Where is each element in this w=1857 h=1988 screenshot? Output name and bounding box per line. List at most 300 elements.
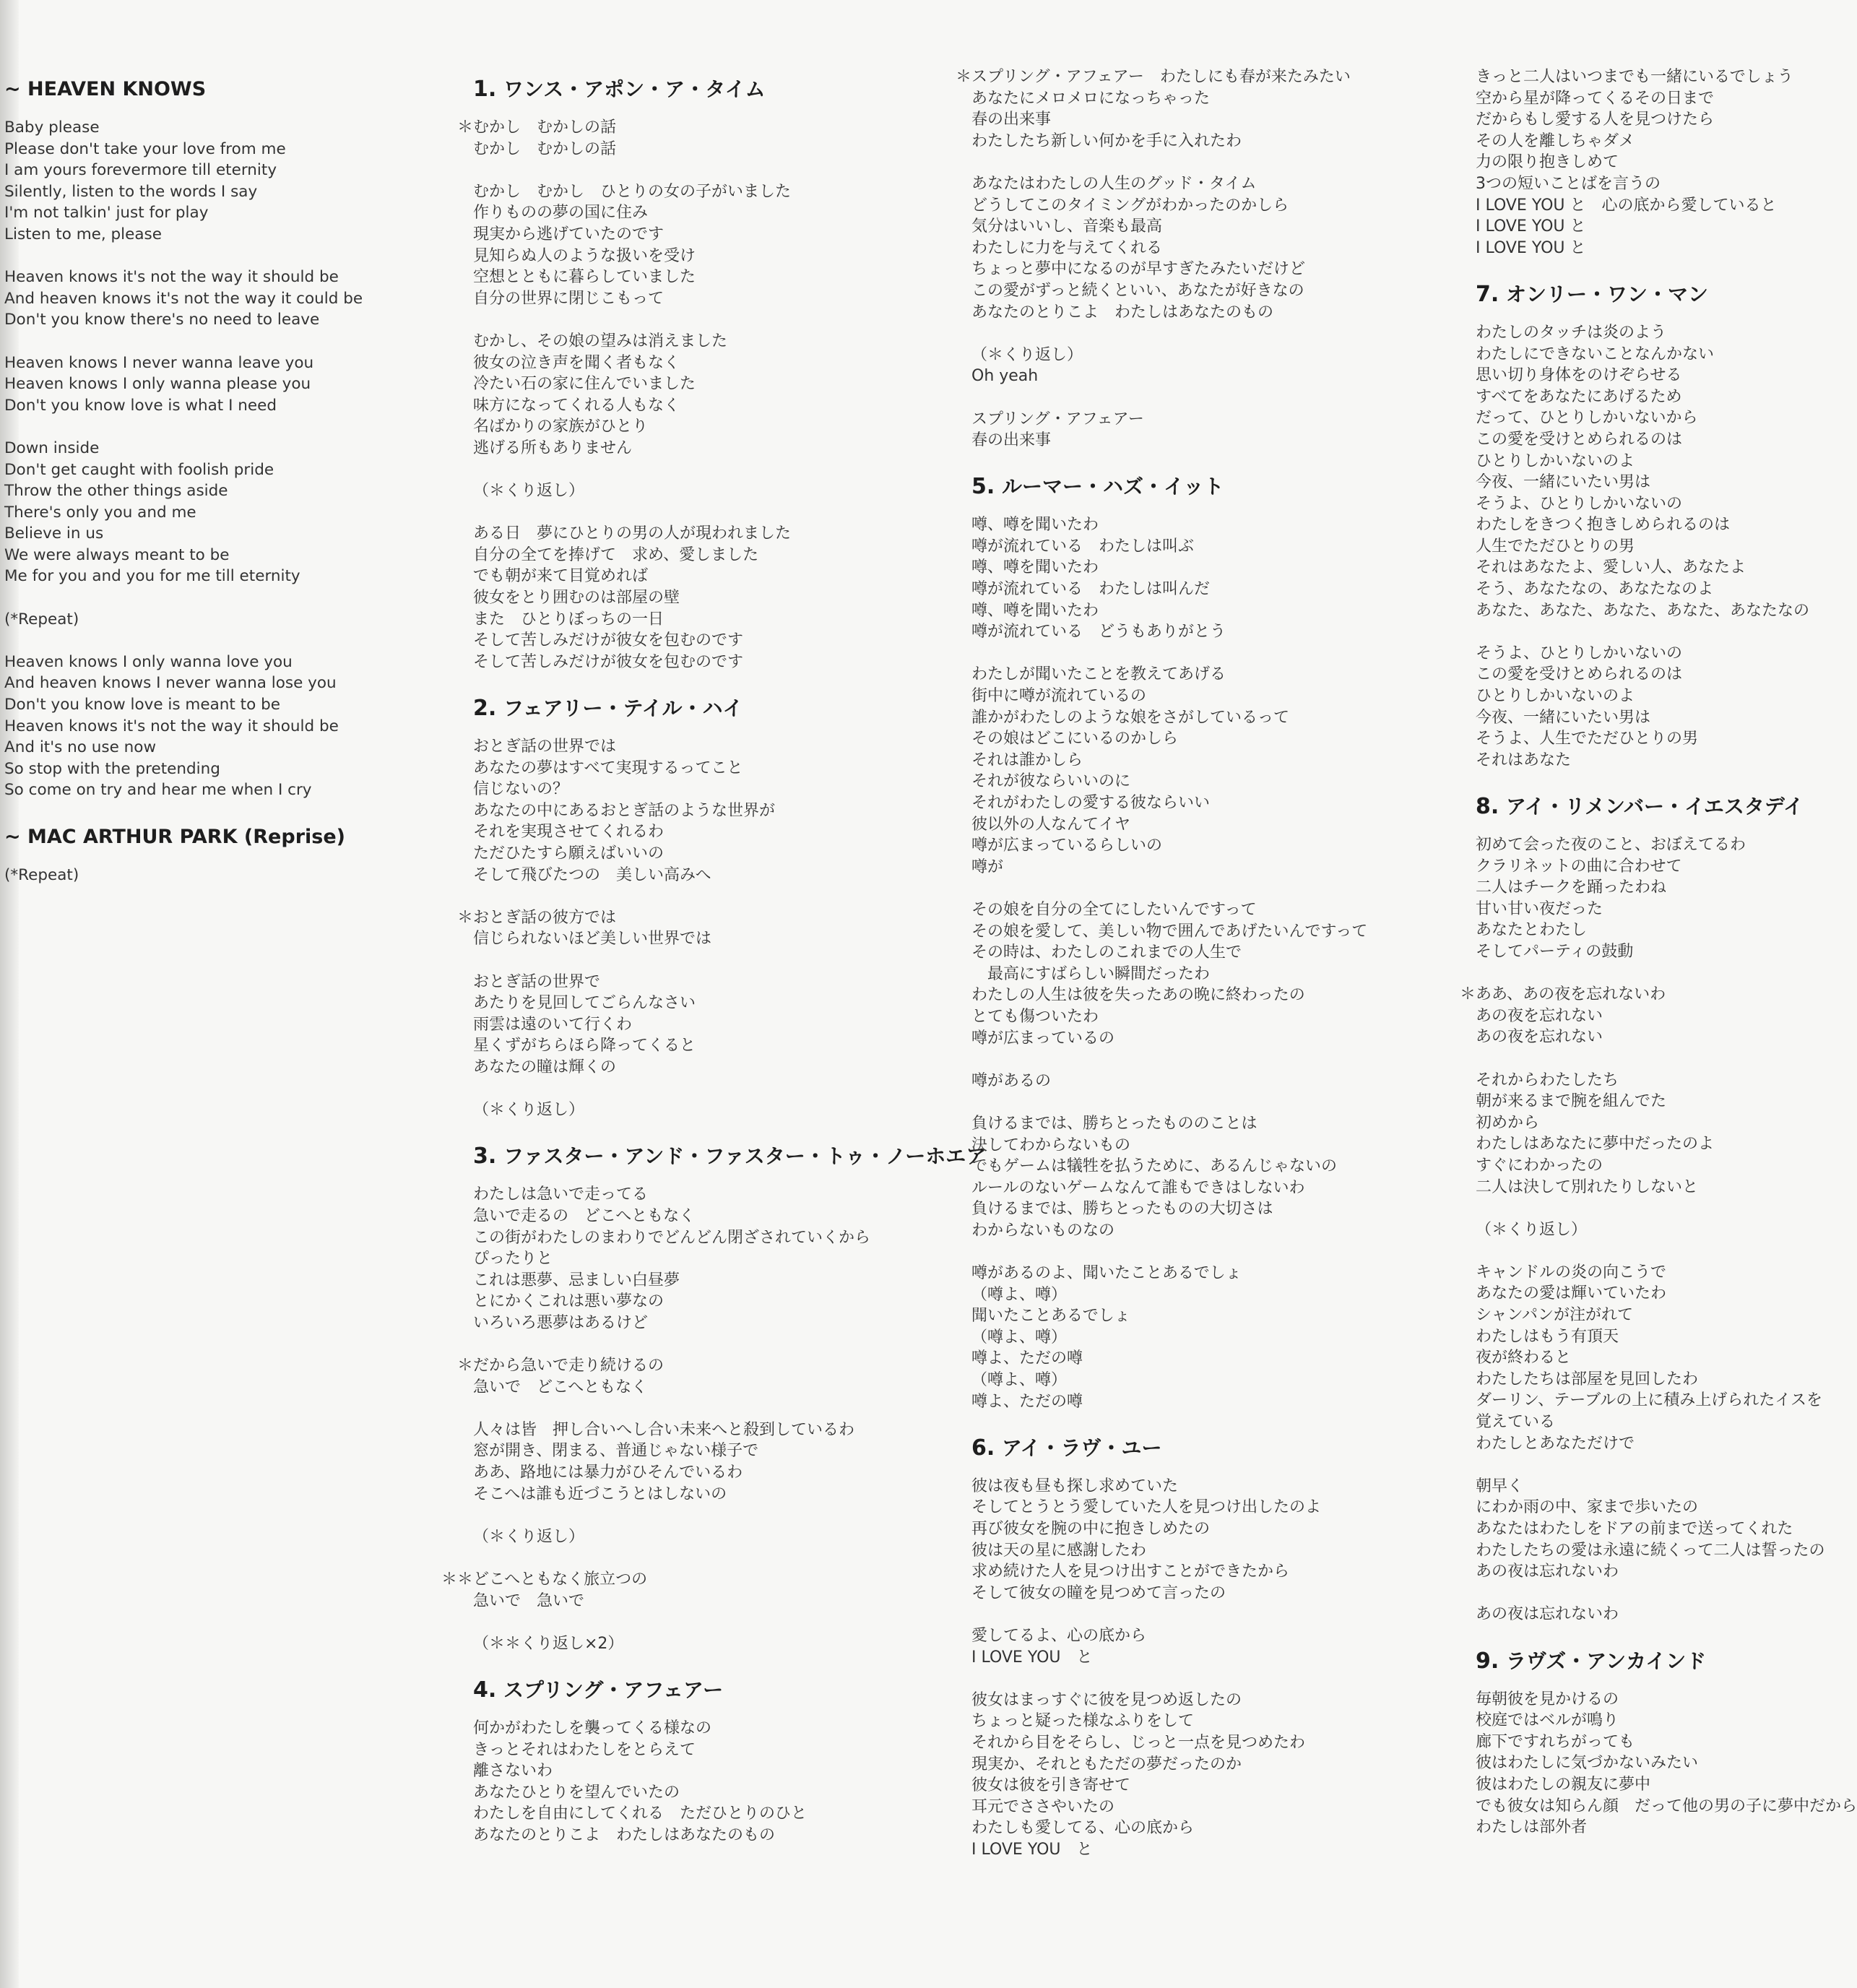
lyrics-stanza bbox=[1476, 1070, 1840, 1198]
lyric-line: （＊くり返し） bbox=[971, 345, 1083, 364]
lyric-line: 噂が bbox=[971, 857, 1004, 876]
lyric-line: 自分の世界に閉じこもって bbox=[473, 289, 665, 308]
lyric-line: でも朝が来て目覚めれば bbox=[473, 567, 649, 586]
lyric-line: Down inside bbox=[4, 438, 100, 457]
lyrics-stanza bbox=[4, 652, 438, 801]
lyric-line: I'm not talkin' just for play bbox=[4, 204, 209, 222]
lyric-line: (*Repeat) bbox=[4, 610, 79, 628]
lyric-line: それがわたしの愛する彼ならいい bbox=[971, 794, 1211, 812]
lyric-line: これは悪夢、忌ましい白昼夢 bbox=[473, 1271, 680, 1289]
song-title bbox=[1476, 1647, 1840, 1676]
lyric-line: Heaven knows it's not the way it should be bbox=[4, 717, 339, 735]
lyric-line: 決してわからないもの bbox=[971, 1136, 1131, 1154]
lyric-line: そして飛びたつの 美しい高みへ bbox=[473, 865, 711, 884]
lyric-line: 耳元でささやいたの bbox=[971, 1797, 1115, 1816]
lyric-line: ＊ だから急いで走り続けるの bbox=[473, 1355, 964, 1377]
lyrics-stanza bbox=[4, 117, 438, 246]
lyrics-stanza bbox=[473, 1419, 964, 1505]
lyric-line: そう、あなたなの、あなたなのよ bbox=[1476, 580, 1714, 599]
lyric-line: 急いで 急いで bbox=[473, 1591, 585, 1610]
lyric-line: その人を離しちゃダメ bbox=[1476, 131, 1635, 150]
lyric-line: I LOVE YOU と bbox=[1476, 217, 1586, 236]
lyric-line: とても傷ついたわ bbox=[971, 1007, 1099, 1026]
lyric-line: そうよ、人生でただひとりの男 bbox=[1476, 730, 1699, 748]
lyric-line: Listen to me, please bbox=[4, 225, 162, 243]
lyrics-stanza bbox=[1476, 1689, 1857, 1838]
lyric-line: 毎朝彼を見かけるの bbox=[1476, 1690, 1619, 1708]
lyrics-stanza bbox=[971, 1476, 1463, 1604]
song-title bbox=[971, 472, 1463, 501]
lyric-line: 冷たい石の家に住んでいました bbox=[473, 375, 696, 394]
lyric-line: きっと二人はいつまでも一緒にいるでしょう bbox=[1476, 68, 1793, 86]
lyric-line: 二人は決して別れたりしないと bbox=[1476, 1177, 1699, 1196]
track-title: フェアリー・テイル・ハイ bbox=[503, 696, 743, 721]
lyric-line: （＊＊くり返し×2） bbox=[473, 1634, 624, 1653]
lyric-line: あなたの瞳は輝くの bbox=[473, 1058, 617, 1076]
lyrics-stanza bbox=[473, 181, 964, 310]
lyric-line: Don't you know love is meant to be bbox=[4, 696, 280, 714]
lyrics-stanza bbox=[1476, 322, 1840, 621]
lyric-line: （＊くり返し） bbox=[473, 1101, 585, 1120]
lyric-line: And it's no use now bbox=[4, 738, 157, 757]
lyrics-stanza bbox=[956, 66, 1463, 152]
lyrics-stanza bbox=[4, 865, 438, 886]
lyric-line: 彼は天の星に感謝したわ bbox=[971, 1541, 1147, 1560]
lyric-line: この街がわたしのまわりでどんどん閉ざされていくから bbox=[473, 1228, 871, 1247]
lyrics-stanza bbox=[441, 1569, 964, 1612]
lyric-line: Baby please bbox=[4, 118, 100, 137]
lyric-line: 急いで走るの どこへともなく bbox=[473, 1206, 696, 1225]
lyric-line: ああ、路地には暴力がひそんでいるわ bbox=[473, 1464, 743, 1482]
lyric-line: 廊下ですれちがっても bbox=[1476, 1732, 1635, 1751]
lyrics-stanza bbox=[473, 736, 964, 886]
lyric-line: その娘はどこにいるのかしら bbox=[971, 730, 1179, 748]
lyric-line: そしてパーティの鼓動 bbox=[1476, 942, 1634, 961]
track-title: ルーマー・ハズ・イット bbox=[1002, 475, 1224, 499]
lyric-line: すべてをあなたにあげるため bbox=[1476, 387, 1682, 406]
lyric-line: 彼女は彼を引き寄せて bbox=[971, 1776, 1131, 1795]
lyric-line: あなたのとりこよ わたしはあなたのもの bbox=[473, 1825, 776, 1844]
lyric-line: And heaven knows I never wanna lose you bbox=[4, 674, 337, 693]
lyric-line: あたりを見回してごらんなさい bbox=[473, 994, 696, 1013]
song-block bbox=[1460, 792, 1840, 1625]
lyric-line: 甘い甘い夜だった bbox=[1476, 899, 1603, 918]
lyric-line: 噂が流れている どうもありがとう bbox=[971, 623, 1226, 641]
lyric-line: 信じないの？ bbox=[473, 780, 569, 799]
lyric-line: わたしたちは部屋を見回したわ bbox=[1476, 1370, 1699, 1388]
lyric-line: それはあなたよ、愛しい人、あなたよ bbox=[1476, 558, 1746, 577]
lyric-line: Heaven knows I only wanna please you bbox=[4, 375, 311, 394]
lyric-line: 校庭ではベルが鳴り bbox=[1476, 1711, 1619, 1730]
lyric-line: 聞いたことあるでしょ bbox=[971, 1307, 1130, 1326]
song-title bbox=[4, 75, 438, 104]
lyric-line: わたしをきつく抱きしめられるのは bbox=[1476, 516, 1731, 535]
lyric-line: おとぎ話の世界で bbox=[473, 972, 601, 991]
lyric-line: 噂が流れている わたしは叫ぶ bbox=[971, 537, 1195, 556]
lyric-line: 人々は皆 押し合いへし合い未来へと殺到しているわ bbox=[473, 1420, 855, 1439]
repeat-marker: ＊ bbox=[457, 1357, 474, 1375]
lyric-line: Don't get caught with foolish pride bbox=[4, 460, 274, 479]
lyric-line: また ひとりぼっちの一日 bbox=[473, 610, 665, 628]
lyric-line: I LOVE YOU と bbox=[971, 1840, 1093, 1859]
lyrics-stanza bbox=[473, 480, 964, 502]
lyric-line: この愛がずっと続くといい、あなたが好きなの bbox=[971, 281, 1304, 300]
lyric-line: Heaven knows I never wanna leave you bbox=[4, 353, 314, 372]
lyrics-stanza bbox=[971, 409, 1463, 451]
lyric-line: どうしてこのタイミングがわかったのかしら bbox=[971, 196, 1289, 215]
lyric-line: 空想とともに暮らしていました bbox=[473, 268, 696, 287]
lyric-line: （＊くり返し） bbox=[473, 1527, 585, 1546]
lyric-line: 噂よ、ただの噂 bbox=[971, 1349, 1083, 1368]
lyric-line: あの夜を忘れない bbox=[1476, 1028, 1603, 1047]
lyrics-stanza bbox=[473, 331, 964, 459]
repeat-marker: ＊ bbox=[1460, 985, 1476, 1004]
lyric-line: あなたの夢はすべて実現するってこと bbox=[473, 759, 743, 777]
lyric-line: わたしは急いで走ってる bbox=[473, 1185, 649, 1204]
lyric-line: 噂、噂を聞いたわ bbox=[971, 516, 1099, 535]
lyric-line: 味方になってくれる人もなく bbox=[473, 396, 680, 415]
lyric-line: 彼はわたしに気づかないみたい bbox=[1476, 1754, 1699, 1773]
song-block bbox=[1476, 280, 1840, 771]
track-number: 4. bbox=[473, 1677, 497, 1703]
lyric-line: あなたはわたしの人生のグッド・タイム bbox=[971, 174, 1257, 193]
lyrics-stanza bbox=[473, 1633, 964, 1655]
lyric-line: 誰かがわたしのような娘をさがしているって bbox=[971, 708, 1290, 727]
lyric-line: 彼女をとり囲むのは部屋の壁 bbox=[473, 589, 680, 608]
lyric-line: その娘を自分の全てにしたいんですって bbox=[971, 900, 1257, 919]
lyric-line: それはあなた bbox=[1476, 751, 1572, 769]
lyric-line: 今夜、一緒にいたい男は bbox=[1476, 473, 1651, 492]
lyric-line: だからもし愛する人を見つけたら bbox=[1476, 111, 1715, 129]
lyrics-stanza bbox=[1476, 834, 1840, 963]
lyrics-stanza bbox=[473, 1718, 964, 1846]
track-number: 1. bbox=[473, 77, 497, 102]
lyric-line: スプリング・アフェアー bbox=[971, 410, 1144, 428]
lyric-line: あの夜は忘れないわ bbox=[1476, 1563, 1619, 1581]
lyric-line: ちょっと疑った様なふりをして bbox=[971, 1712, 1195, 1731]
lyrics-stanza bbox=[971, 1625, 1463, 1668]
lyric-line: ＊＊ どこへともなく旅立つの bbox=[473, 1569, 964, 1591]
lyric-line: そして彼女の瞳を見つめて言ったの bbox=[971, 1583, 1226, 1602]
lyric-line: I LOVE YOU と 心の底から愛していると bbox=[1476, 196, 1777, 215]
lyric-line: あの夜を忘れない bbox=[1476, 1006, 1603, 1025]
lyrics-stanza bbox=[971, 1071, 1463, 1092]
lyric-line: （噂よ、噂） bbox=[971, 1328, 1068, 1347]
lyric-line: キャンドルの炎の向こうで bbox=[1476, 1263, 1667, 1282]
lyric-line: でも彼女は知らん顔 だって他の男の子に夢中だから bbox=[1476, 1797, 1857, 1815]
song-block bbox=[457, 75, 964, 673]
lyrics-stanza bbox=[1476, 1219, 1840, 1241]
lyric-line: I am yours forevermore till eternity bbox=[4, 161, 277, 180]
lyric-line: あなたはわたしをドアの前まで送ってくれた bbox=[1476, 1520, 1793, 1538]
lyric-line: その時は、わたしのこれまでの人生で bbox=[971, 943, 1242, 962]
track-title: ~ MAC ARTHUR PARK (Reprise) bbox=[4, 825, 345, 848]
lyric-line: 雨雲は遠のいて行くわ bbox=[473, 1015, 633, 1034]
track-title: アイ・リメンバー・イエスタデイ bbox=[1506, 795, 1804, 818]
lyric-line: So come on try and hear me when I cry bbox=[4, 781, 312, 800]
song-block bbox=[4, 823, 438, 886]
lyric-line: （＊くり返し） bbox=[1476, 1220, 1588, 1239]
lyric-line: （＊くり返し） bbox=[473, 482, 585, 501]
lyric-line: 春の出来事 bbox=[971, 431, 1052, 450]
lyric-line: There's only you and me bbox=[4, 503, 196, 522]
lyric-line: 今夜、一緒にいたい男は bbox=[1476, 708, 1651, 727]
lyric-line: ひとりしかいないのよ bbox=[1476, 451, 1635, 470]
lyrics-stanza bbox=[1476, 1476, 1840, 1583]
lyrics-stanza bbox=[971, 345, 1463, 387]
lyric-line: 彼女の泣き声を聞く者もなく bbox=[473, 353, 680, 372]
lyric-line: わたしに力を与えてくれる bbox=[971, 238, 1163, 257]
lyric-line: ＊ おとぎ話の彼方では bbox=[473, 907, 964, 929]
lyrics-stanza bbox=[971, 1690, 1463, 1861]
lyric-line: そこへは誰も近づこうとはしないの bbox=[473, 1484, 727, 1503]
lyric-line: むかし、その娘の望みは消えました bbox=[473, 332, 728, 350]
lyric-line: 空から星が降ってくるその日まで bbox=[1476, 89, 1715, 108]
lyric-line: 彼以外の人なんてイヤ bbox=[971, 815, 1131, 834]
lyric-line: 彼はわたしの親友に夢中 bbox=[1476, 1775, 1651, 1794]
lyric-line: にわか雨の中、家まで歩いたの bbox=[1476, 1498, 1699, 1517]
repeat-marker: ＊ bbox=[956, 68, 972, 86]
lyric-line: すぐにわかったの bbox=[1476, 1156, 1603, 1175]
lyric-line: クラリネットの曲に合わせて bbox=[1476, 857, 1682, 876]
lyrics-stanza bbox=[457, 117, 964, 160]
lyrics-stanza bbox=[971, 514, 1463, 643]
track-title: オンリー・ワン・マン bbox=[1506, 282, 1709, 306]
lyric-line: Heaven knows I only wanna love you bbox=[4, 652, 293, 671]
song-block bbox=[457, 694, 964, 1121]
lyric-line: あなたひとりを望んでいたの bbox=[473, 1783, 680, 1802]
lyric-line: 春の出来事 bbox=[971, 111, 1052, 129]
lyric-line: 夜が終わると bbox=[1476, 1349, 1572, 1367]
lyric-line: I LOVE YOU と bbox=[1476, 238, 1586, 257]
song-block bbox=[473, 1676, 964, 1846]
lyrics-stanza bbox=[4, 353, 438, 417]
lyric-line: 再び彼女を腕の中に抱きしめたの bbox=[971, 1520, 1211, 1538]
lyric-line: あなた、あなた、あなた、あなた、あなたなの bbox=[1476, 601, 1810, 620]
track-number: 9. bbox=[1476, 1648, 1499, 1674]
lyric-line: 二人はチークを踊ったわね bbox=[1476, 878, 1667, 897]
song-block bbox=[971, 1434, 1463, 1861]
lyric-line: そしてとうとう愛していた人を見つけ出したのよ bbox=[971, 1498, 1322, 1517]
lyrics-stanza bbox=[4, 438, 438, 587]
song-title bbox=[971, 1434, 1463, 1463]
lyric-line: 自分の全てを捧げて 求め、愛しました bbox=[473, 545, 759, 564]
lyrics-stanza bbox=[473, 1099, 964, 1121]
lyric-line: 噂があるの bbox=[971, 1071, 1052, 1090]
lyric-line: それからわたしたち bbox=[1476, 1071, 1619, 1089]
lyric-line: ルールのないゲームなんて誰もできはしないわ bbox=[971, 1178, 1305, 1197]
lyrics-stanza bbox=[473, 1526, 964, 1548]
lyrics-stanza bbox=[971, 1113, 1463, 1242]
lyric-line: （噂よ、噂） bbox=[971, 1285, 1068, 1304]
lyric-line: So stop with the pretending bbox=[4, 759, 220, 778]
lyrics-stanza bbox=[473, 523, 964, 673]
song-block bbox=[441, 1142, 987, 1654]
lyric-line: 現実から逃げていたのです bbox=[473, 225, 665, 243]
lyric-line: We were always meant to be bbox=[4, 545, 230, 564]
lyrics-stanza bbox=[971, 664, 1463, 878]
lyric-line: ＊ ああ、あの夜を忘れないわ bbox=[1476, 984, 1840, 1006]
repeat-marker: ＊＊ bbox=[441, 1570, 474, 1589]
lyric-line: いろいろ悪夢はあるけど bbox=[473, 1313, 649, 1332]
lyrics-stanza bbox=[4, 609, 438, 631]
lyric-line: きっとそれはわたしをとらえて bbox=[473, 1740, 696, 1759]
lyric-line: ＊ スプリング・アフェアー わたしにも春が来たみたい bbox=[971, 66, 1463, 88]
track-number: 7. bbox=[1476, 281, 1499, 307]
lyric-line: 現実か、それともただの夢だったのか bbox=[971, 1755, 1242, 1773]
lyrics-column-3 bbox=[956, 0, 1463, 1988]
lyrics-stanza bbox=[1476, 1604, 1840, 1625]
lyric-line: 覚えている bbox=[1476, 1413, 1556, 1432]
lyric-line: Believe in us bbox=[4, 524, 104, 543]
lyric-line: わたしはもう有頂天 bbox=[1476, 1327, 1619, 1346]
lyrics-stanza bbox=[1476, 643, 1840, 772]
lyric-line: 初めから bbox=[1476, 1113, 1540, 1132]
lyric-line: わたしも愛してる、心の底から bbox=[971, 1819, 1195, 1838]
lyrics-stanza bbox=[473, 972, 964, 1079]
lyric-line: おとぎ話の世界では bbox=[473, 738, 617, 756]
lyric-line: I LOVE YOU と bbox=[971, 1648, 1093, 1667]
lyric-line: 愛してるよ、心の底から bbox=[971, 1626, 1147, 1645]
repeat-marker: ＊ bbox=[457, 118, 474, 137]
lyric-line: 彼は夜も昼も探し求めていた bbox=[971, 1477, 1179, 1495]
lyric-line: 負けるまでは、勝ちとったもののことは bbox=[971, 1114, 1258, 1133]
lyric-line: 作りものの夢の国に住み bbox=[473, 204, 649, 222]
song-title bbox=[1476, 280, 1840, 309]
lyric-line: ＊ むかし むかしの話 bbox=[473, 117, 964, 139]
lyric-line: Don't you know there's no need to leave bbox=[4, 311, 320, 329]
lyrics-stanza bbox=[4, 267, 438, 331]
lyric-line: (*Repeat) bbox=[4, 865, 79, 884]
lyrics-column-1 bbox=[4, 0, 438, 1988]
lyric-line: 求め続けた人を見つけ出すことができたから bbox=[971, 1563, 1290, 1581]
repeat-marker: ＊ bbox=[457, 908, 474, 927]
song-block bbox=[971, 472, 1463, 1412]
lyric-line: わたしにできないことなんかない bbox=[1476, 345, 1715, 363]
lyric-line: だって、ひとりしかいないから bbox=[1476, 409, 1698, 428]
lyrics-stanza bbox=[971, 173, 1463, 323]
lyric-line: ただひたすら願えばいいの bbox=[473, 844, 665, 863]
lyric-line: 噂よ、ただの噂 bbox=[971, 1392, 1083, 1411]
lyric-line: 気分はいいし、音楽も最高 bbox=[971, 217, 1163, 236]
lyrics-stanza bbox=[1476, 1262, 1840, 1454]
lyric-line: そして苦しみだけが彼女を包むのです bbox=[473, 631, 744, 650]
lyric-line: （噂よ、噂） bbox=[971, 1371, 1068, 1390]
track-number: 8. bbox=[1476, 794, 1499, 819]
lyric-line: 噂があるのよ、聞いたことあるでしょ bbox=[971, 1264, 1242, 1283]
lyrics-stanza bbox=[971, 1263, 1463, 1412]
lyric-line: 噂が広まっているらしいの bbox=[971, 837, 1163, 855]
lyric-line: ちょっと夢中になるのが早すぎたみたいだけど bbox=[971, 260, 1306, 279]
lyric-line: そして苦しみだけが彼女を包むのです bbox=[473, 652, 744, 671]
lyric-line: わたしとあなただけで bbox=[1476, 1434, 1635, 1453]
lyric-line: Oh yeah bbox=[971, 367, 1039, 386]
lyric-line: And heaven knows it's not the way it could be bbox=[4, 289, 363, 308]
lyric-line: あなたとわたし bbox=[1476, 921, 1588, 940]
lyrics-stanza bbox=[1476, 66, 1840, 259]
lyric-line: わからないものなの bbox=[971, 1221, 1115, 1240]
lyric-line: 噂が流れている わたしは叫んだ bbox=[971, 580, 1211, 599]
track-title: ラヴズ・アンカインド bbox=[1506, 1648, 1707, 1673]
track-number: 3. bbox=[473, 1144, 497, 1170]
song-title bbox=[1476, 792, 1840, 821]
song-title bbox=[473, 694, 964, 723]
lyric-line: Me for you and you for me till eternity bbox=[4, 567, 300, 586]
lyric-line: むかし むかし ひとりの女の子がいました bbox=[473, 182, 792, 201]
lyric-line: そうよ、ひとりしかいないの bbox=[1476, 644, 1683, 662]
lyrics-column-2 bbox=[441, 0, 987, 1988]
lyric-line: 人生でただひとりの男 bbox=[1476, 537, 1635, 556]
lyrics-column-4 bbox=[1460, 0, 1857, 1988]
lyric-line: 離さないわ bbox=[473, 1762, 553, 1781]
lyric-line: わたしたち新しい何かを手に入れたわ bbox=[971, 131, 1242, 150]
lyric-line: 逃げる所もありません bbox=[473, 438, 633, 457]
lyric-line: 噂、噂を聞いたわ bbox=[971, 558, 1099, 577]
lyrics-stanza bbox=[457, 1355, 964, 1398]
track-number: 6. bbox=[971, 1435, 995, 1461]
lyric-line: ダーリン、テーブルの上に積み上げられたイスを bbox=[1476, 1391, 1823, 1410]
lyric-line: わたしはあなたに夢中だったのよ bbox=[1476, 1135, 1715, 1154]
lyric-line: 見知らぬ人のような扱いを受け bbox=[473, 246, 696, 265]
lyric-line: それから目をそらし、じっと一点を見つめたわ bbox=[971, 1733, 1306, 1752]
song-block bbox=[1476, 1647, 1857, 1838]
song-block bbox=[1476, 66, 1840, 259]
lyric-line: わたしたちの愛は永遠に続くって二人は誓ったの bbox=[1476, 1541, 1825, 1560]
track-number: 2. bbox=[473, 696, 497, 722]
lyric-line: とにかくこれは悪い夢なの bbox=[473, 1292, 665, 1311]
track-number: 5. bbox=[971, 474, 995, 500]
song-title bbox=[473, 1676, 964, 1705]
track-title: アイ・ラヴ・ユー bbox=[1002, 1435, 1162, 1460]
lyric-line: それが彼ならいいのに bbox=[971, 772, 1131, 791]
track-title: ファスター・アンド・ファスター・トゥ・ノーホエア bbox=[503, 1144, 987, 1169]
track-title: ワンス・アポン・ア・タイム bbox=[503, 77, 766, 101]
lyric-line: あなたの愛は輝いていたわ bbox=[1476, 1284, 1667, 1303]
lyric-line: あの夜は忘れないわ bbox=[1476, 1605, 1619, 1624]
lyric-line: Silently, listen to the words I say bbox=[4, 182, 258, 201]
lyric-line: Please don't take your love from me bbox=[4, 139, 286, 158]
lyric-line: 負けるまでは、勝ちとったものの大切さは bbox=[971, 1200, 1273, 1219]
lyric-line: 朝早く bbox=[1476, 1477, 1524, 1495]
lyric-line: 3つの短いことばを言うの bbox=[1476, 174, 1661, 193]
song-block bbox=[4, 75, 438, 801]
lyric-line: わたしを自由にしてくれる ただひとりのひと bbox=[473, 1805, 808, 1823]
lyric-line: 力の限り抱きしめて bbox=[1476, 153, 1619, 172]
lyric-line: 何かがわたしを襲ってくる様なの bbox=[473, 1719, 712, 1737]
lyric-line: わたしのタッチは炎のよう bbox=[1476, 323, 1667, 342]
song-block bbox=[956, 66, 1463, 451]
lyric-line: 最高にすばらしい瞬間だったわ bbox=[971, 964, 1211, 983]
lyric-line: 窓が開き、閉まる、普通じゃない様子で bbox=[473, 1442, 759, 1461]
lyric-line: ぴったりと bbox=[473, 1250, 553, 1269]
lyric-line: Heaven knows it's not the way it should be bbox=[4, 268, 339, 287]
lyric-line: ひとりしかいないのよ bbox=[1476, 687, 1635, 706]
lyric-line: この愛を受けとめられるのは bbox=[1476, 665, 1683, 684]
lyric-line: 思い切り身体をのけぞらせる bbox=[1476, 366, 1682, 385]
lyric-line: 名ばかりの家族がひとり bbox=[473, 418, 649, 436]
lyric-line: ある日 夢にひとりの男の人が現われました bbox=[473, 524, 792, 543]
song-title bbox=[473, 1142, 987, 1171]
song-title bbox=[4, 823, 438, 852]
lyric-line: 初めて会った夜のこと、おぼえてるわ bbox=[1476, 836, 1746, 854]
lyric-line: それを実現させてくれるわ bbox=[473, 823, 665, 842]
lyrics-stanza bbox=[457, 907, 964, 950]
track-title: スプリング・アフェアー bbox=[503, 1677, 724, 1702]
lyric-line: あなたの中にあるおとぎ話のような世界が bbox=[473, 801, 776, 820]
lyric-line: その娘を愛して、美しい物で囲んであげたいんですって bbox=[971, 922, 1368, 941]
lyric-line: 噂が広まっているの bbox=[971, 1029, 1115, 1047]
lyric-line: Throw the other things aside bbox=[4, 482, 228, 501]
